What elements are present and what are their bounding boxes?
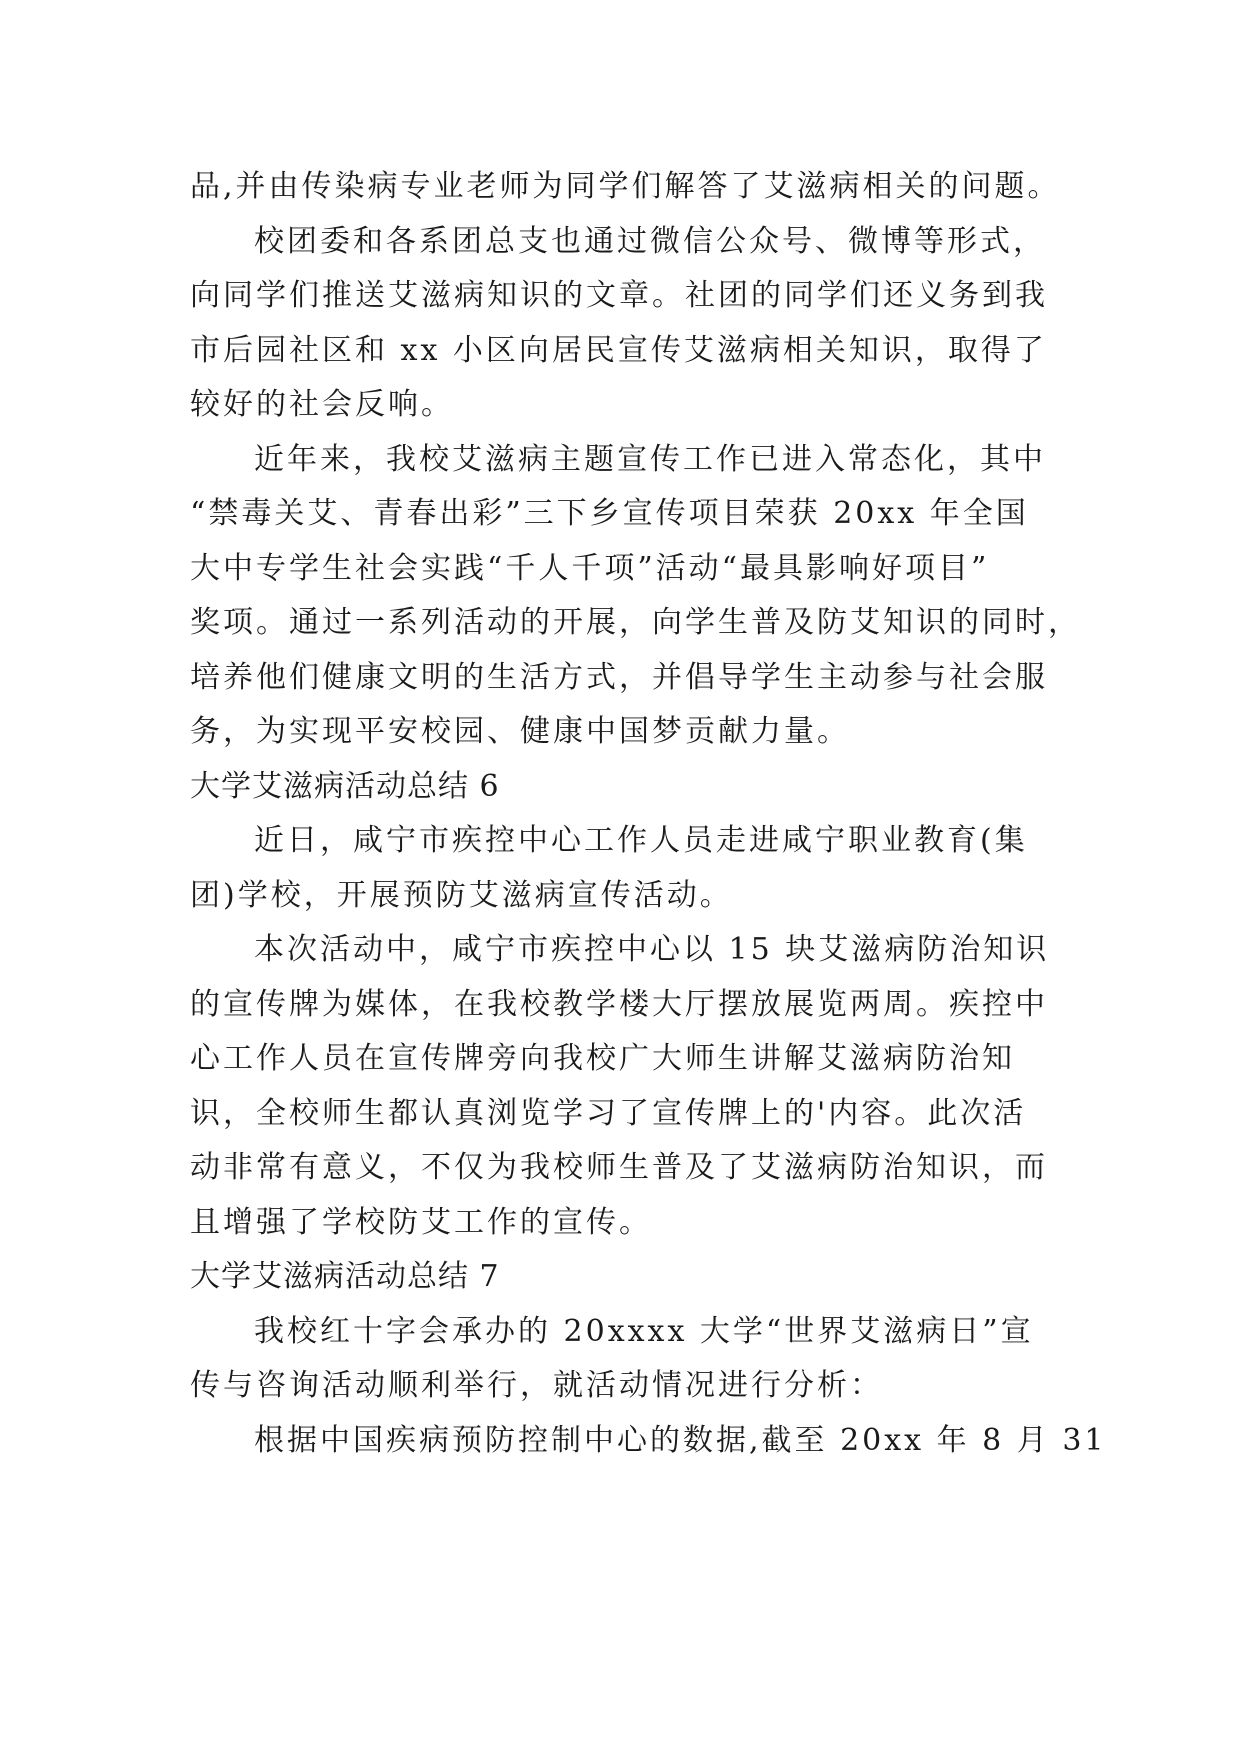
- section-heading: 大学艾滋病活动总结 7: [190, 1259, 500, 1294]
- text-line: 务，为实现平安校园、健康中国梦贡献力量。: [190, 714, 850, 749]
- text-line: 根据中国疾病预防控制中心的数据,截至 20xx 年 8 月 31: [254, 1422, 1107, 1458]
- text-line: 近日，咸宁市疾控中心工作人员走进咸宁职业教育(集: [254, 823, 1028, 858]
- text-line: 团)学校，开展预防艾滋病宣传活动。: [190, 877, 733, 913]
- text-line: “禁毒关艾、青春出彩”三下乡宣传项目荣获 20xx 年全国: [190, 496, 1029, 531]
- text-line: 奖项。通过一系列活动的开展，向学生普及防艾知识的同时，: [190, 605, 1081, 640]
- text-line: 且增强了学校防艾工作的宣传。: [190, 1204, 652, 1240]
- text-line: 传与咨询活动顺利举行，就活动情况进行分析：: [190, 1368, 883, 1403]
- text-line: 较好的社会反响。: [190, 387, 454, 422]
- text-line: 大中专学生社会实践“千人千项”活动“最具影响好项目”: [190, 550, 990, 586]
- text-line: 培养他们健康文明的生活方式，并倡导学生主动参与社会服: [190, 659, 1048, 695]
- text-line: 近年来，我校艾滋病主题宣传工作已进入常态化，其中: [254, 441, 1046, 477]
- text-line: 我校红十字会承办的 20xxxx 大学“世界艾滋病日”宣: [254, 1313, 1034, 1349]
- text-line: 动非常有意义，不仅为我校师生普及了艾滋病防治知识，而: [190, 1150, 1048, 1185]
- text-line: 向同学们推送艾滋病知识的文章。社团的同学们还义务到我: [190, 278, 1048, 313]
- text-line: 市后园社区和 xx 小区向居民宣传艾滋病相关知识，取得了: [190, 332, 1047, 368]
- text-line: 心工作人员在宣传牌旁向我校广大师生讲解艾滋病防治知: [190, 1041, 1015, 1076]
- text-line: 识，全校师生都认真浏览学习了宣传牌上的'内容。此次活: [190, 1095, 1027, 1131]
- text-line: 的宣传牌为媒体，在我校教学楼大厅摆放展览两周。疾控中: [190, 986, 1048, 1022]
- text-line: 品,并由传染病专业老师为同学们解答了艾滋病相关的问题。: [190, 169, 1061, 204]
- section-heading: 大学艾滋病活动总结 6: [190, 768, 500, 804]
- text-line: 校团委和各系团总支也通过微信公众号、微博等形式，: [254, 223, 1046, 259]
- text-line: 本次活动中，咸宁市疾控中心以 15 块艾滋病防治知识: [254, 932, 1050, 967]
- document-body: [190, 160, 1107, 1468]
